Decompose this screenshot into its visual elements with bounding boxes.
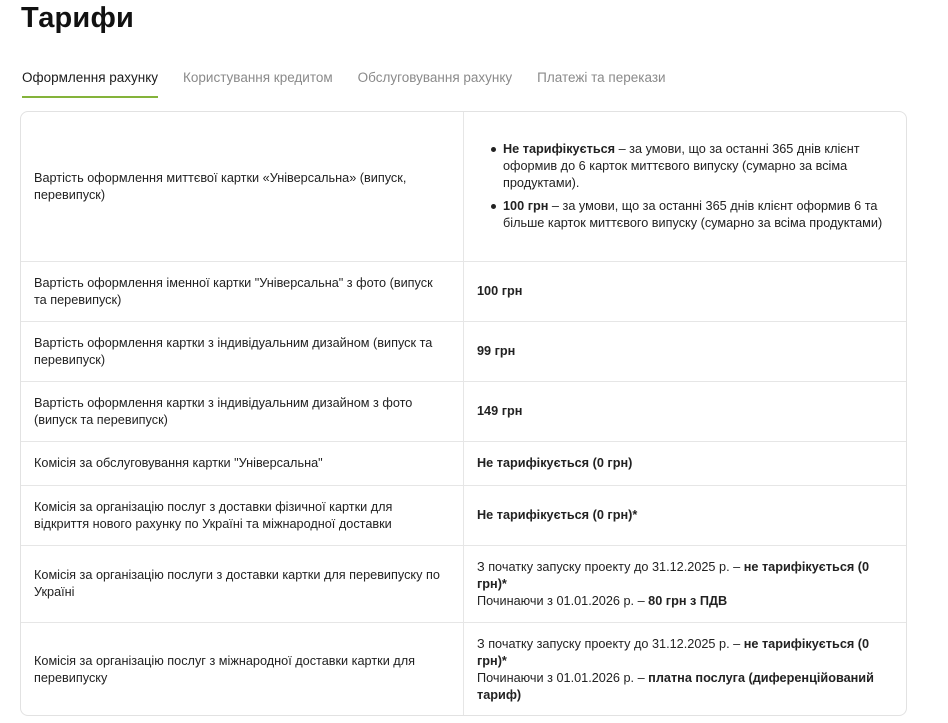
tariff-bullet-strong: 100 грн [503, 199, 549, 213]
period-text: Починаючи з 01.01.2026 р. – [477, 670, 649, 685]
tariff-name: Комісія за організацію послуги з доставки картки для перевипуску по Україні [21, 546, 464, 622]
tariff-name: Вартість оформлення миттєвої картки «Універсальна» (випуск, перевипуск) [21, 112, 464, 261]
tariff-bullet-text: – за умови, що за останні 365 днів клієнт оформив до 6 карток миттєвого випуску (сумарно за всіма продуктами). [503, 142, 860, 190]
tariff-name: Комісія за організацію послуг з доставки фізичної картки для відкриття нового рахунку по Україні та міжнародної доставки [21, 486, 464, 545]
tariff-tabs [22, 62, 691, 100]
tariff-name: Вартість оформлення картки з індивідуальним дизайном (випуск та перевипуск) [21, 322, 464, 381]
tariff-name: Вартість оформлення картки з індивідуальним дизайном з фото (випуск та перевипуск) [21, 382, 464, 441]
tariff-bullets [477, 141, 892, 232]
tariff-period-line [477, 559, 892, 593]
table-row [21, 112, 906, 261]
period-price: 80 грн з ПДВ [648, 593, 728, 608]
tariff-name: Комісія за організацію послуг з міжнародної доставки картки для перевипуску [21, 623, 464, 716]
table-row [21, 321, 906, 381]
period-text: З початку запуску проекту до 31.12.2025 р. – [477, 636, 744, 651]
tariff-period-line [477, 636, 892, 670]
table-row [21, 261, 906, 321]
tab-account-service[interactable]: Обслуговування рахунку [357, 70, 513, 85]
period-text: З початку запуску проекту до 31.12.2025 р. – [477, 559, 744, 574]
tariff-bullet-strong: Не тарифікується [503, 142, 616, 156]
tariff-name: Комісія за обслуговування картки "Універсальна" [21, 442, 464, 485]
table-row [21, 622, 906, 716]
tab-account-opening[interactable]: Оформлення рахунку [22, 62, 158, 98]
tariff-period-line [477, 593, 892, 610]
table-row [21, 545, 906, 622]
tariff-value: Не тарифікується (0 грн)* [477, 508, 638, 522]
tab-payments-transfers[interactable]: Платежі та перекази [537, 70, 666, 85]
period-price: не тарифікується (0 грн)* [477, 636, 870, 668]
period-text: Починаючи з 01.01.2026 р. – [477, 593, 649, 608]
tariff-value [464, 623, 906, 716]
table-row [21, 485, 906, 545]
tab-credit-usage[interactable]: Користування кредитом [183, 70, 333, 85]
tariff-value: 100 грн [477, 284, 523, 298]
table-row [21, 441, 906, 485]
tariff-value [464, 546, 906, 622]
tariff-value: 99 грн [477, 344, 516, 358]
period-price: платна послуга (диференційований тариф) [477, 670, 874, 702]
tariff-value: 149 грн [477, 404, 523, 418]
tariff-name: Вартість оформлення іменної картки "Універсальна" з фото (випуск та перевипуск) [21, 262, 464, 321]
tariff-value [464, 112, 906, 261]
table-row [21, 381, 906, 441]
tariff-period-line [477, 670, 892, 704]
page-title: Тарифи [21, 2, 135, 34]
list-item [491, 141, 892, 192]
period-price: не тарифікується (0 грн)* [477, 559, 870, 591]
tariff-bullet-text: – за умови, що за останні 365 днів клієнт оформив 6 та більше карток миттєвого випуску (сумарно за всіма продуктами) [503, 199, 883, 230]
tariff-value: Не тарифікується (0 грн) [477, 456, 633, 470]
list-item [491, 198, 892, 232]
tariff-table [20, 111, 907, 716]
